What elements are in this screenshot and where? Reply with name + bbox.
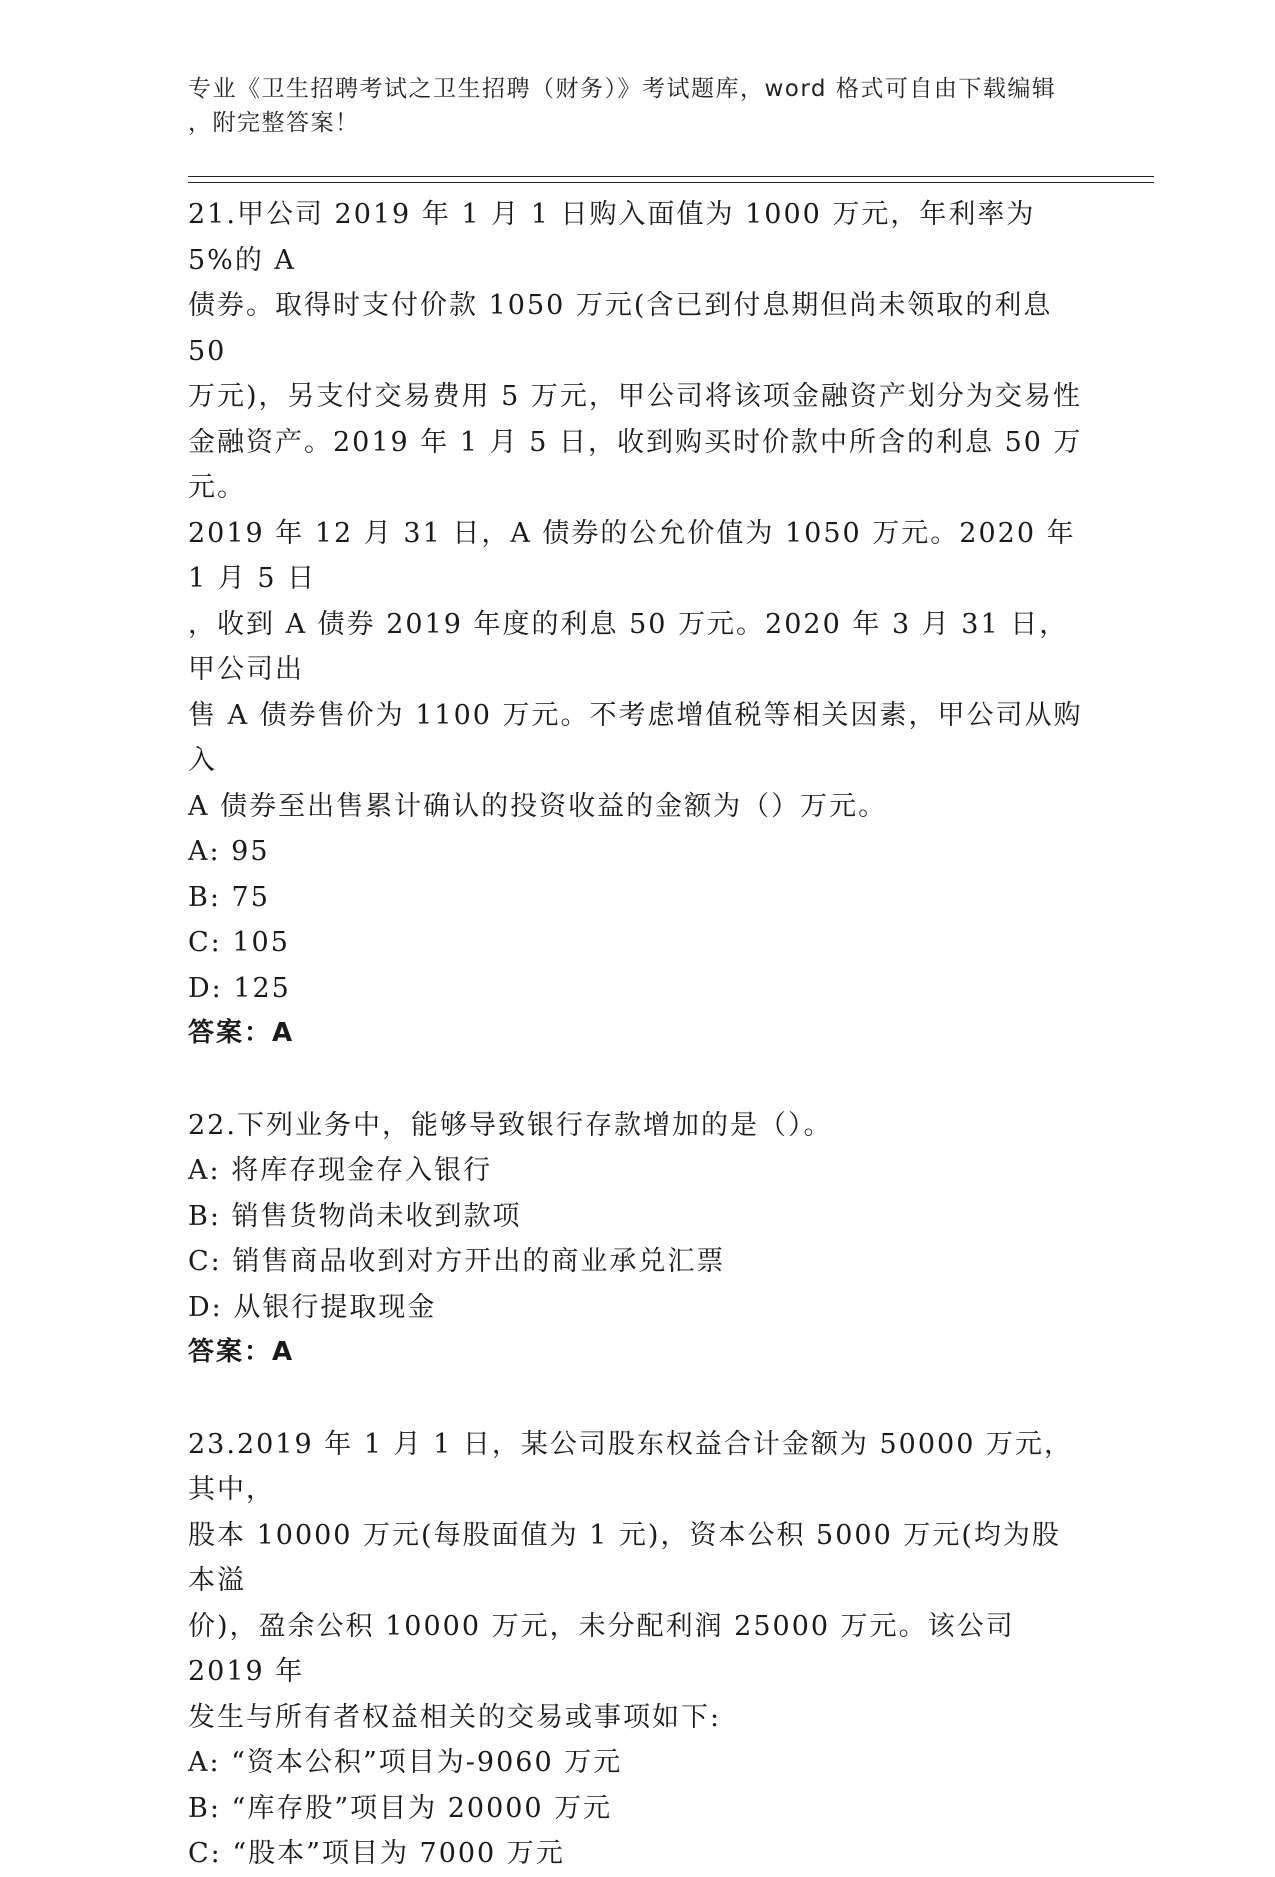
option-a: A: 95 (188, 836, 270, 867)
header-line-2: ，附完整答案！ (188, 110, 360, 136)
option-d: D: 从银行提取现金 (188, 1291, 437, 1323)
header-line-1: 专业《卫生招聘考试之卫生招聘（财务）》考试题库，word 格式可自由下载编辑 (188, 76, 1057, 102)
stem-line: 23.2019 年 1 月 1 日，某公司股东权益合计金额为 50000 万元，其中， (188, 1428, 1073, 1505)
header-divider-top (188, 176, 1154, 177)
option-d: D: 125 (188, 972, 291, 1004)
option-a: A: “资本公积”项目为-9060 万元 (188, 1747, 623, 1778)
stem-line: 发生与所有者权益相关的交易或事项如下: (188, 1701, 722, 1733)
question-list (188, 192, 1088, 1877)
option-a: A: 将库存现金存入银行 (188, 1155, 493, 1186)
option-b: B: “库存股”项目为 20000 万元 (188, 1792, 613, 1824)
option-c: C: “股本”项目为 7000 万元 (188, 1838, 565, 1869)
stem-line: 售 A 债券售价为 1100 万元。不考虑增值税等相关因素，甲公司从购入 (188, 699, 1083, 776)
stem-line: ，收到 A 债券 2019 年度的利息 50 万元。2020 年 3 月 31 日，甲公司出 (188, 608, 1069, 685)
answer-label: 答案：A (188, 1018, 295, 1048)
question-stem (188, 192, 1088, 829)
document-header (188, 72, 1068, 140)
question-stem (188, 1103, 1088, 1149)
stem-line: 21.甲公司 2019 年 1 月 1 日购入面值为 1000 万元，年利率为 5%的 A (188, 199, 1036, 276)
question-spacer (188, 1057, 1088, 1103)
stem-line: 股本 10000 万元(每股面值为 1 元)，资本公积 5000 万元(均为股本溢 (188, 1519, 1061, 1596)
question-23 (188, 1422, 1088, 1877)
option-b: B: 销售货物尚未收到款项 (188, 1200, 522, 1232)
option-c: C: 105 (188, 927, 290, 958)
stem-line: 债券。取得时支付价款 1050 万元(含已到付息期但尚未领取的利息 50 (188, 290, 1053, 367)
stem-line: A 债券至出售累计确认的投资收益的金额为（）万元。 (188, 790, 888, 822)
answer-label: 答案：A (188, 1337, 295, 1367)
stem-line: 金融资产。2019 年 1 月 5 日，收到购买时价款中所含的利息 50 万元。 (188, 426, 1083, 503)
question-21 (188, 192, 1088, 1057)
question-spacer (188, 1376, 1088, 1422)
stem-line: 万元)，另支付交易费用 5 万元，甲公司将该项金融资产划分为交易性 (188, 381, 1082, 412)
stem-line: 2019 年 12 月 31 日，A 债券的公允价值为 1050 万元。2020 年 1 月 5 日 (188, 517, 1076, 594)
option-c: C: 销售商品收到对方开出的商业承兑汇票 (188, 1246, 726, 1277)
option-b: B: 75 (188, 881, 270, 913)
stem-line: 价)，盈余公积 10000 万元，未分配利润 25000 万元。该公司 2019 年 (188, 1610, 1015, 1687)
stem-line: 22.下列业务中，能够导致银行存款增加的是（）。 (188, 1109, 833, 1141)
question-stem (188, 1422, 1088, 1741)
question-22 (188, 1103, 1088, 1376)
header-divider-bottom (188, 182, 1154, 183)
